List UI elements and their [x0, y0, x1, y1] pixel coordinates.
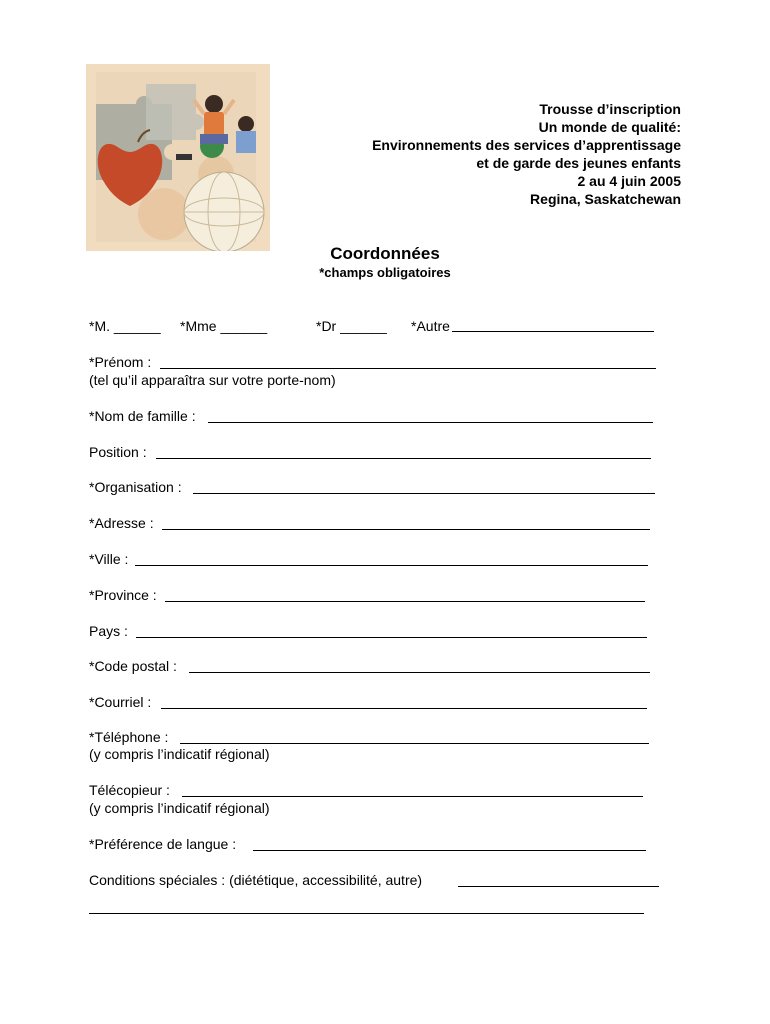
position-field[interactable] [156, 458, 651, 459]
children-globe-illustration [86, 64, 270, 251]
salutation-dr[interactable]: *Dr ______ [316, 318, 387, 334]
telecopieur-field[interactable] [182, 796, 643, 797]
courriel-field[interactable] [161, 708, 647, 709]
prenom-field[interactable] [160, 368, 656, 369]
organisation-field[interactable] [193, 493, 655, 494]
header-line: Regina, Saskatchewan [530, 191, 681, 207]
ville-label: *Ville : [89, 551, 129, 567]
organisation-label: *Organisation : [89, 479, 182, 495]
langue-field[interactable] [253, 850, 646, 851]
adresse-label: *Adresse : [89, 515, 154, 531]
event-header [372, 100, 681, 208]
salutation-m[interactable]: *M. ______ [89, 318, 161, 334]
conditions-field-line-2[interactable] [89, 913, 644, 914]
province-label: *Province : [89, 587, 157, 603]
pays-label: Pays : [89, 623, 128, 639]
prenom-note: (tel qu’il apparaîtra sur votre porte-nom) [89, 372, 336, 388]
position-label: Position : [89, 444, 147, 460]
ville-field[interactable] [135, 565, 648, 566]
header-line: Environnements des services d’apprentissage [372, 137, 681, 153]
code-postal-label: *Code postal : [89, 658, 177, 674]
telephone-label: *Téléphone : [89, 729, 169, 745]
telephone-note: (y compris l’indicatif régional) [89, 746, 270, 762]
header-line: Un monde de qualité: [538, 119, 681, 135]
code-postal-field[interactable] [189, 672, 650, 673]
autre-blank[interactable] [452, 331, 654, 332]
langue-label: *Préférence de langue : [89, 836, 237, 852]
header-line: 2 au 4 juin 2005 [577, 173, 681, 189]
header-line: Trousse d’inscription [539, 101, 681, 117]
courriel-label: *Courriel : [89, 694, 152, 710]
province-field[interactable] [165, 601, 645, 602]
header-line: et de garde des jeunes enfants [476, 155, 681, 171]
salutation-mme[interactable]: *Mme ______ [180, 318, 268, 334]
form-title: Coordonnées [330, 244, 440, 263]
telecopieur-note: (y compris l’indicatif régional) [89, 800, 270, 816]
conditions-label: Conditions spéciales : (diététique, accessibilité, autre) [89, 872, 423, 888]
telephone-field[interactable] [180, 743, 649, 744]
salutation-autre[interactable]: *Autre [411, 318, 450, 334]
adresse-field[interactable] [162, 529, 650, 530]
required-fields-note: *champs obligatoires [319, 265, 451, 280]
nom-label: *Nom de famille : [89, 408, 196, 424]
conditions-field[interactable] [458, 886, 659, 887]
telecopieur-label: Télécopieur : [89, 782, 170, 798]
pays-field[interactable] [136, 637, 647, 638]
prenom-label: *Prénom : [89, 354, 152, 370]
nom-field[interactable] [208, 422, 653, 423]
